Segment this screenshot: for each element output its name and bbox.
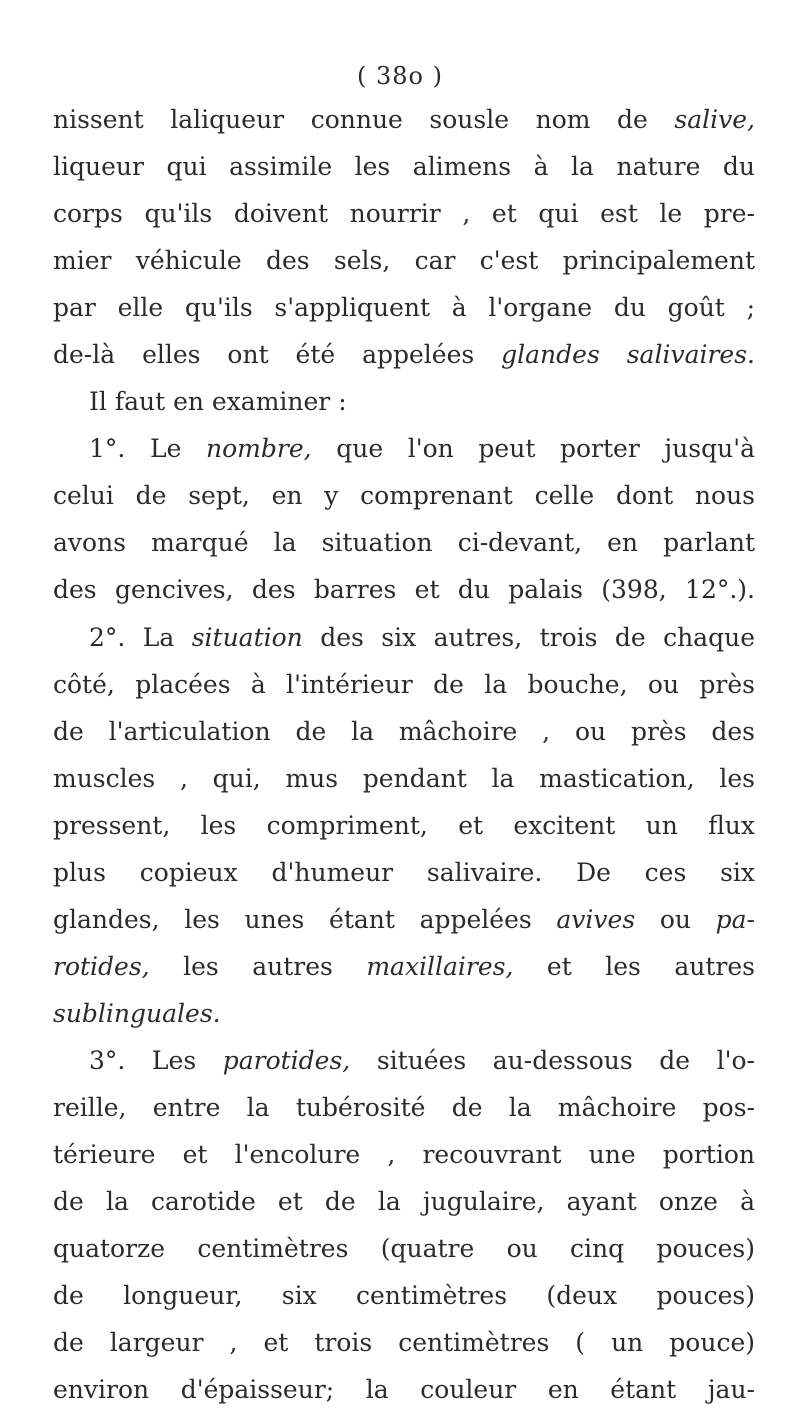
text-segment: de-là elles ont été appelées — [53, 340, 502, 370]
text-line — [53, 896, 755, 943]
italic-term: rotides, — [53, 951, 150, 981]
text-segment: environ d'épaisseur; la couleur en étant jau- — [53, 1375, 755, 1405]
text-segment: de l'articulation de la mâchoire , ou près des — [53, 716, 755, 746]
text-line — [53, 849, 755, 896]
text-segment: pressent, les compriment, et excitent un flux — [53, 810, 755, 840]
text-segment: que l'on peut porter jusqu'à — [311, 434, 755, 464]
text-line — [53, 1319, 755, 1366]
italic-term: parotides, — [222, 1045, 351, 1075]
text-segment: situées au-dessous de l'o- — [350, 1045, 755, 1075]
text-line — [53, 1272, 755, 1319]
italic-term: salive, — [674, 105, 755, 134]
text-segment: nissent laliqueur connue sousle nom de — [53, 105, 675, 134]
text-line — [53, 425, 755, 472]
text-line — [53, 614, 755, 661]
text-segment: mier véhicule des sels, car c'est principalement — [53, 246, 755, 276]
text-line — [53, 566, 755, 613]
italic-term: sublinguales. — [53, 998, 221, 1028]
text-segment: Il faut en examiner : — [89, 387, 347, 417]
text-segment: térieure et l'encolure , recouvrant une portion — [53, 1140, 755, 1170]
text-segment: et les autres — [513, 951, 755, 981]
text-segment: de la carotide et de la jugulaire, ayant onze à — [53, 1187, 755, 1217]
text-segment: liqueur qui assimile les alimens à la nature du — [53, 152, 755, 182]
text-segment: de largeur , et trois centimètres ( un pouce) — [53, 1328, 755, 1358]
text-line — [53, 1037, 755, 1084]
text-segment: 2°. La — [89, 622, 192, 652]
italic-term: nombre, — [206, 434, 312, 464]
text-line — [53, 755, 755, 802]
text-segment: plus copieux d'humeur salivaire. De ces six — [53, 857, 755, 887]
text-line — [53, 990, 755, 1037]
text-segment: muscles , qui, mus pendant la mastication, les — [53, 763, 755, 793]
text-segment: reille, entre la tubérosité de la mâchoire pos- — [53, 1092, 755, 1122]
text-segment: de longueur, six centimètres (deux pouces) — [53, 1281, 755, 1311]
text-segment: ou — [635, 904, 716, 934]
text-line — [53, 1178, 755, 1225]
text-segment: les autres — [149, 951, 367, 981]
text-line — [53, 143, 755, 190]
text-line — [53, 1131, 755, 1178]
italic-term: avives — [556, 904, 636, 934]
italic-term: glandes salivaires. — [501, 340, 755, 370]
text-segment: côté, placées à l'intérieur de la bouche, ou près — [53, 669, 755, 699]
italic-term: maxillaires, — [366, 951, 514, 981]
text-segment: 1°. Le — [89, 434, 207, 464]
text-segment: par elle qu'ils s'appliquent à l'organe du goût ; — [53, 293, 755, 323]
text-line — [53, 1084, 755, 1131]
text-segment: des gencives, des barres et du palais (398, 12°.). — [53, 575, 755, 605]
text-line — [53, 661, 755, 708]
text-line — [53, 943, 755, 990]
page-number: ( 38o ) — [357, 62, 443, 90]
text-line — [53, 519, 755, 566]
text-line — [53, 472, 755, 519]
text-line — [53, 331, 755, 378]
text-segment: des six autres, trois de chaque — [302, 622, 755, 652]
text-line — [53, 1366, 755, 1413]
text-segment: quatorze centimètres (quatre ou cinq pouces) — [53, 1234, 755, 1264]
text-segment: celui de sept, en y comprenant celle dont nous — [53, 481, 755, 511]
body-text — [53, 96, 755, 1413]
italic-term: situation — [191, 622, 303, 652]
text-segment: corps qu'ils doivent nourrir , et qui est le pre- — [53, 199, 755, 229]
text-line — [53, 708, 755, 755]
text-line — [53, 190, 755, 237]
text-segment: avons marqué la situation ci-devant, en parlant — [53, 528, 755, 558]
text-line — [53, 802, 755, 849]
text-segment: 3°. Les — [89, 1045, 223, 1075]
text-line — [53, 96, 755, 143]
text-line — [53, 284, 755, 331]
text-segment: glandes, les unes étant appelées — [53, 904, 557, 934]
text-line — [53, 378, 755, 425]
text-line — [53, 237, 755, 284]
italic-term: pa- — [715, 904, 755, 934]
text-line — [53, 1225, 755, 1272]
